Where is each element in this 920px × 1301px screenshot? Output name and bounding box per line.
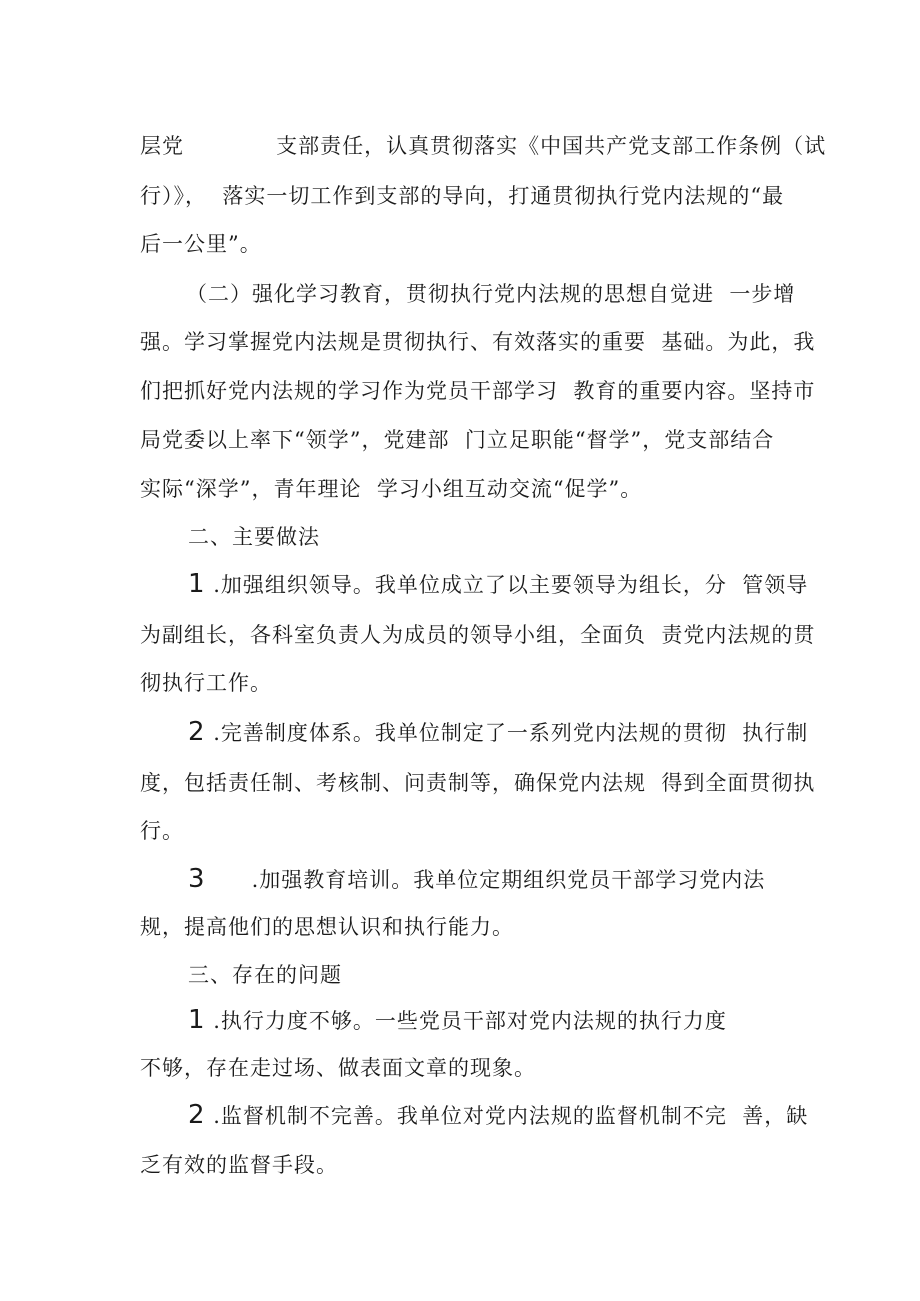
problem1-line2: 不够，存在走过场、做表面文章的现象。 (140, 1056, 536, 1080)
para1-line3: 后一公里”。 (140, 232, 262, 256)
item2-number: 2 (188, 717, 206, 747)
item3-number: 3 (188, 864, 206, 894)
item2-line2: 度，包括责任制、考核制、问责制等，确保党内法规 得到全面贯彻执 (140, 771, 816, 795)
item1-line2: 为副组长，各科室负责人为成员的领导小组，全面负 责党内法规的贯 (140, 623, 816, 647)
problem2-text: .监督机制不完善。我单位对党内法规的监督机制不完 善，缺 (205, 1104, 809, 1128)
para2-line4: 局党委以上率下“领学”，党建部 门立足职能“督学”，党支部结合 (140, 428, 775, 452)
item3-text: .加强教育培训。我单位定期组织党员干部学习党内法 (205, 868, 766, 892)
item1-line1 (188, 569, 808, 600)
para1-line2: 行）》， 落实一切工作到支部的导向，打通贯彻执行党内法规的“最 (140, 184, 785, 208)
item3-line1 (188, 864, 765, 895)
problem1-number: 1 (188, 1005, 206, 1035)
problem1-text: .执行力度不够。一些党员干部对党内法规的执行力度 (205, 1009, 727, 1033)
item1-text: .加强组织领导。我单位成立了以主要领导为组长，分 管领导 (205, 573, 809, 597)
para2-line1: （二）强化学习教育，贯彻执行党内法规的思想自觉进 一步增 (140, 282, 796, 306)
problem2-line1 (188, 1100, 808, 1131)
section-heading-existing-problems: 三、存在的问题 (188, 963, 342, 987)
problem2-line2: 乏有效的监督手段。 (140, 1153, 338, 1177)
item3-line2: 规，提高他们的思想认识和执行能力。 (140, 915, 514, 939)
para2-line2: 强。学习掌握党内法规是贯彻执行、有效落实的重要 基础。为此，我 (140, 330, 816, 354)
problem1-line1 (188, 1005, 727, 1036)
problem2-number: 2 (188, 1100, 206, 1130)
item2-text: .完善制度体系。我单位制定了一系列党内法规的贯彻 执行制 (205, 721, 809, 745)
item2-line3: 行。 (140, 819, 184, 843)
para2-line3: 们把抓好党内法规的学习作为党员干部学习 教育的重要内容。坚持市 (140, 379, 816, 403)
para2-line5: 实际“深学”，青年理论 学习小组互动交流“促学”。 (140, 477, 643, 501)
item1-number: 1 (188, 569, 206, 599)
para1-line1: 层党 支部责任，认真贯彻落实《中国共产党支部工作条例（试 (140, 134, 827, 158)
item1-line3: 彻执行工作。 (140, 671, 272, 695)
item2-line1 (188, 717, 808, 748)
section-heading-main-practices: 二、主要做法 (188, 525, 320, 549)
